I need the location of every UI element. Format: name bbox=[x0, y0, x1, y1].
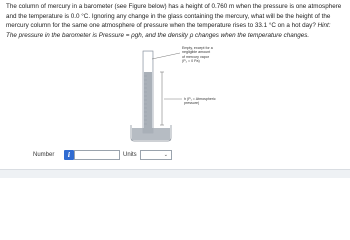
units-label: Units bbox=[123, 152, 137, 158]
number-input[interactable] bbox=[74, 150, 120, 160]
vacuum-region bbox=[144, 52, 152, 72]
bottom-bar bbox=[0, 169, 350, 178]
barometer-figure bbox=[128, 46, 318, 154]
question-text bbox=[6, 2, 343, 40]
barometer-drawing bbox=[128, 46, 318, 154]
number-label: Number bbox=[33, 152, 55, 158]
vacuum-annotation: Empty, except for a negligible amount of mercury vapor (P₂ = 0 Pa) bbox=[182, 46, 213, 63]
pressure-annotation: h (P₁ = Atmospheric pressure) bbox=[184, 97, 216, 106]
question-hint: Hint: The pressure in the barometer is Pressure = ρgh, and the density ρ changes when the temperature changes. bbox=[6, 22, 331, 39]
question-body: The column of mercury in a barometer (see Figure below) has a height of 0.760 m when the pressure is one atmosphere and the temperature is 0.0 °C. Ignoring any change in the glass containing the mercury, what will be the height of the mercury column for the same one atmosphere of pressure when the temperature rises to 33.1 °C on a hot day? bbox=[6, 3, 342, 30]
answer-row bbox=[0, 147, 350, 163]
chevron-down-icon: ⌄ bbox=[163, 152, 168, 158]
mercury-column bbox=[144, 72, 152, 132]
units-select[interactable] bbox=[140, 150, 172, 160]
info-icon[interactable]: i bbox=[64, 150, 74, 160]
